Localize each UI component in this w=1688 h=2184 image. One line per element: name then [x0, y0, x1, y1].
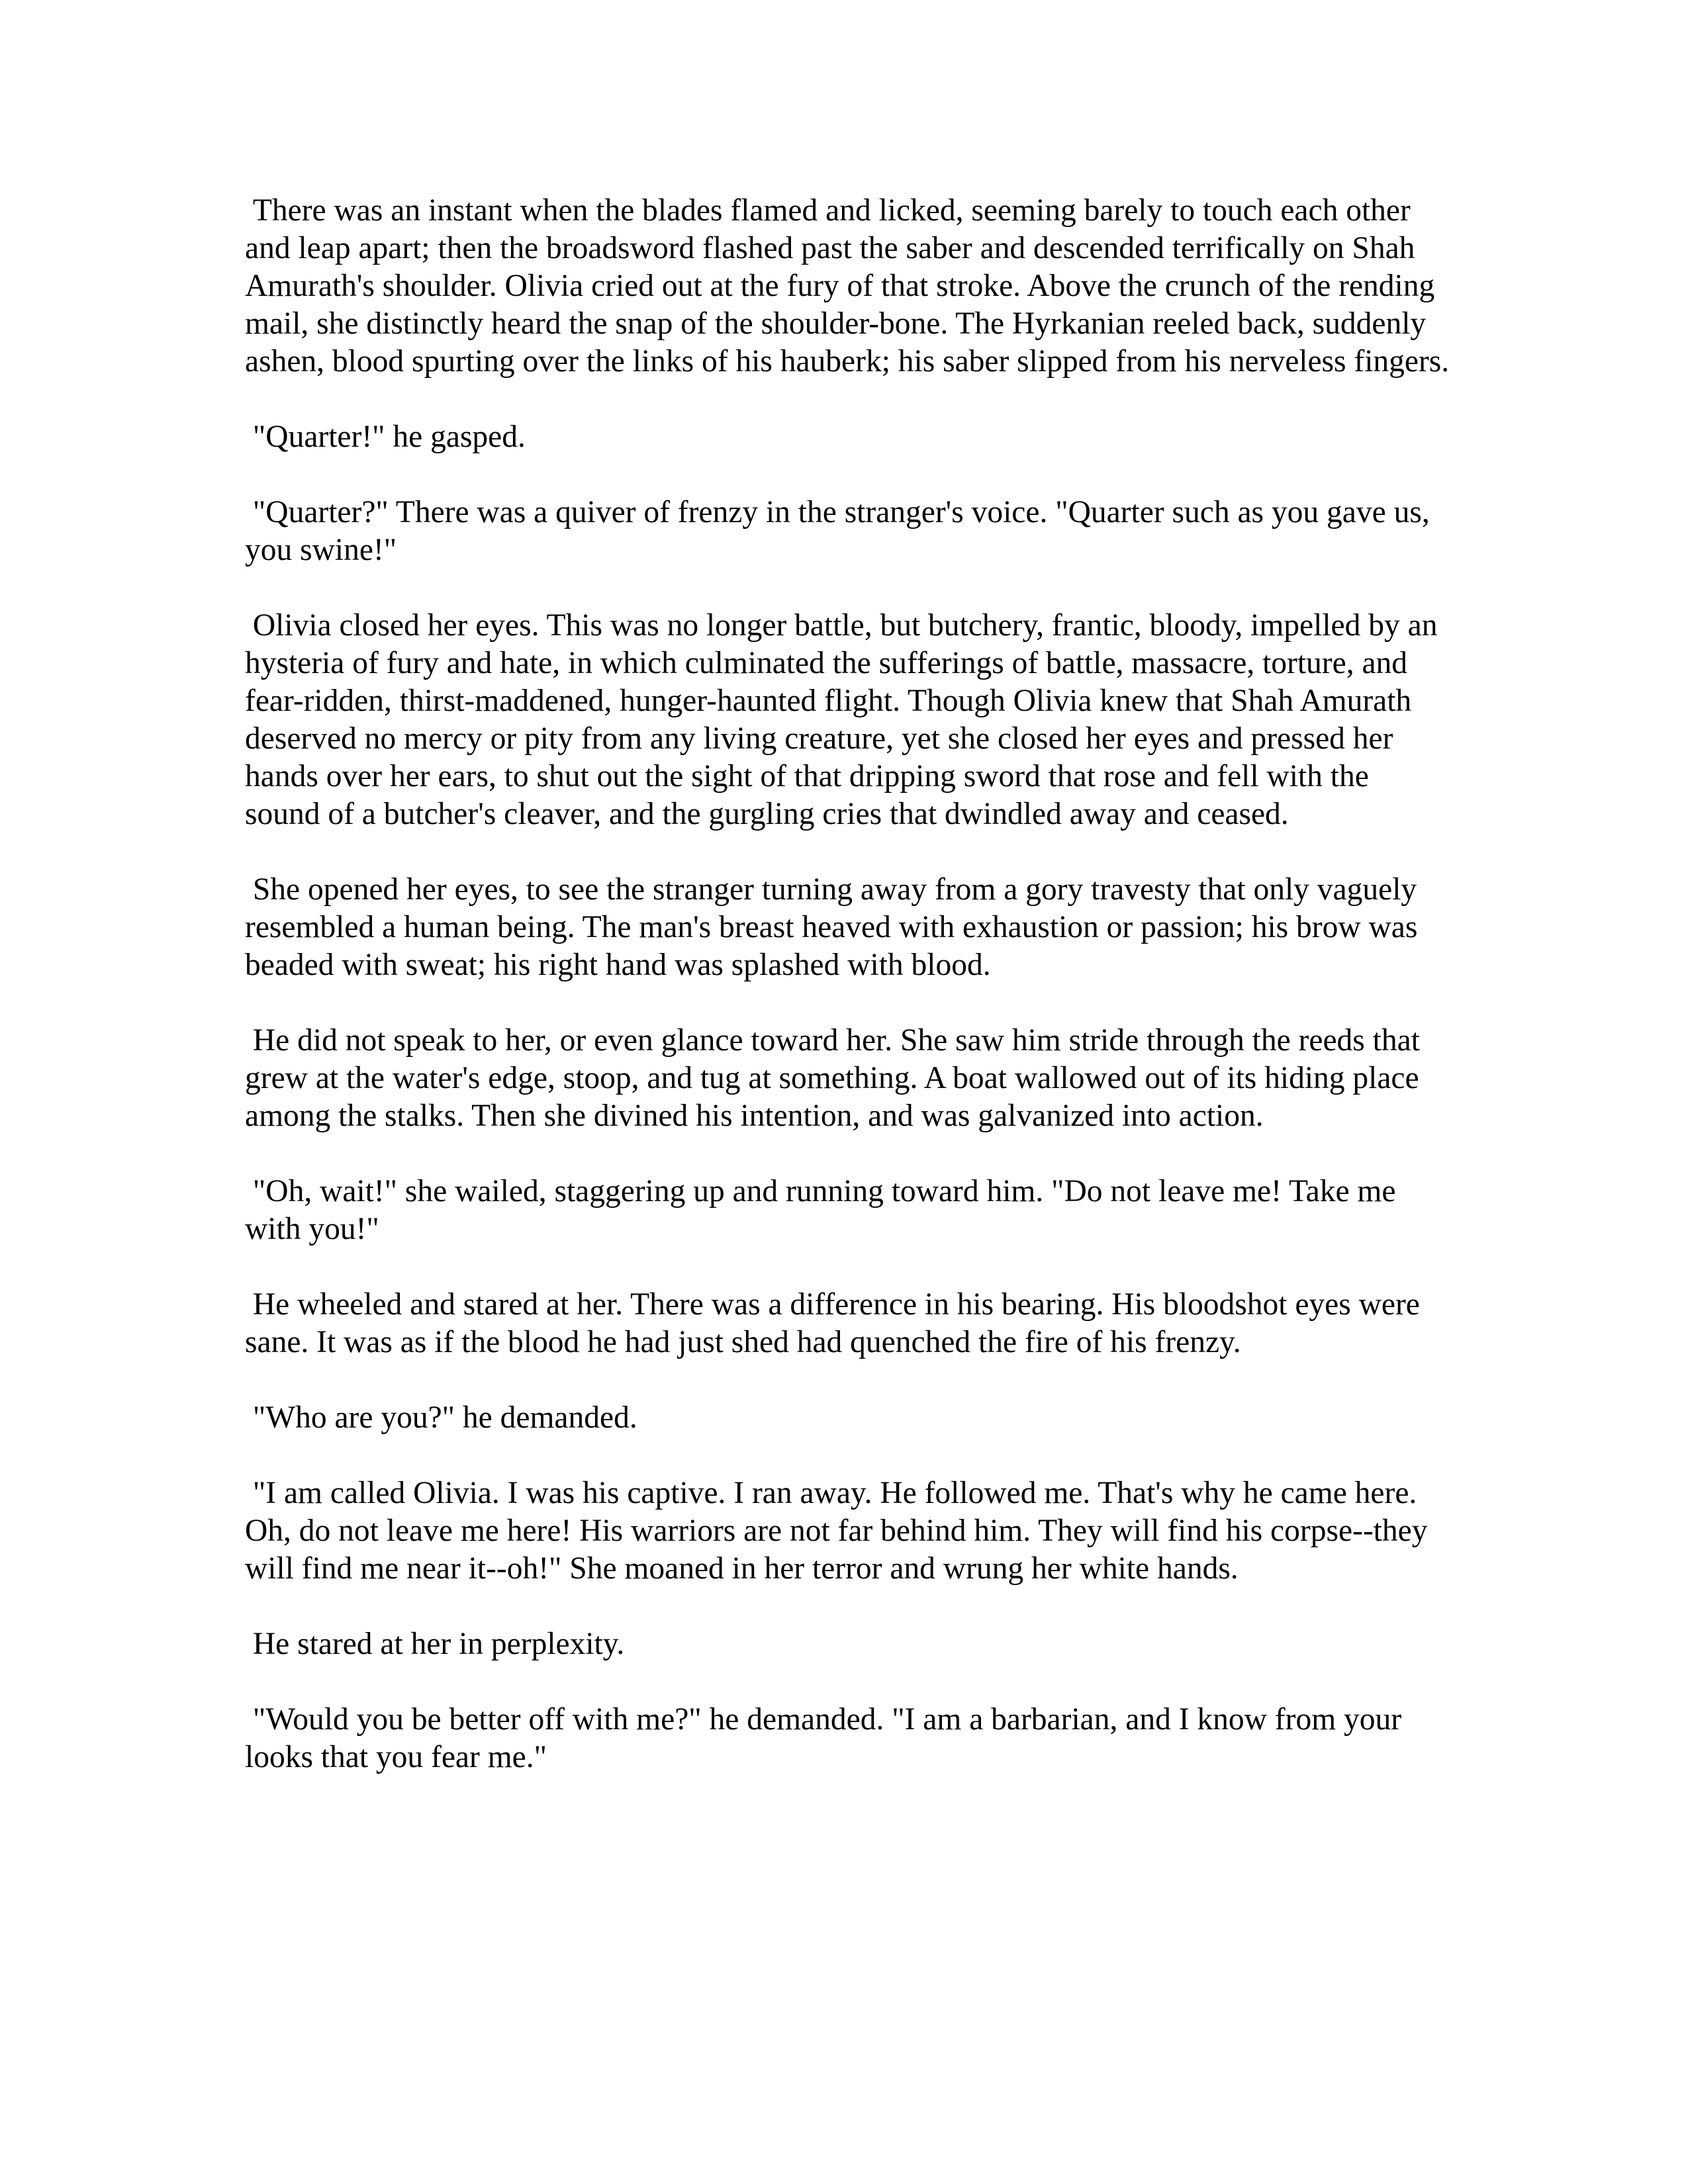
paragraph-5: She opened her eyes, to see the stranger turning away from a gory travesty that only vaguely resembled a human being. The man's breast heaved with exhaustion or passion; his brow was beaded with sweat; his right hand was splashed with blood. — [245, 872, 1426, 982]
paragraph-11: He stared at her in perplexity. — [245, 1627, 625, 1661]
paragraph-6: He did not speak to her, or even glance toward her. She saw him stride through the reeds that grew at the water's edge, stoop, and tug at something. A boat wallowed out of its hiding place among the stalks. Then she divined his intention, and was galvanized into action. — [245, 1023, 1428, 1133]
paragraph-3: "Quarter?" There was a quiver of frenzy in the stranger's voice. "Quarter such as you gave us, you swine!" — [245, 495, 1438, 567]
paragraph-10: "I am called Olivia. I was his captive. I ran away. He followed me. That's why he came here. Oh, do not leave me here! His warriors are not far behind him. They will find his corpse--they will find me near it--oh!" She moaned in her terror and wrung her white hands. — [245, 1476, 1436, 1586]
paragraph-2: "Quarter!" he gasped. — [245, 420, 526, 454]
paragraph-9: "Who are you?" he demanded. — [245, 1400, 637, 1435]
document-page — [245, 192, 1450, 1814]
paragraph-1: There was an instant when the blades flamed and licked, seeming barely to touch each other and leap apart; then the broadsword flashed past the saber and descended terrifically on Shah Amurath's shoulder. Olivia cried out at the fury of that stroke. Above the crunch of the rending mail, she distinctly heard the snap of the shoulder-bone. The Hyrkanian reeled back, suddenly ashen, blood spurting over the links of his hauberk; his saber slipped from his nerveless fingers. — [245, 193, 1450, 379]
paragraph-7: "Oh, wait!" she wailed, staggering up and running toward him. "Do not leave me! Take me with you!" — [245, 1174, 1404, 1246]
paragraph-12: "Would you be better off with me?" he demanded. "I am a barbarian, and I know from your looks that you fear me." — [245, 1702, 1409, 1774]
paragraph-8: He wheeled and stared at her. There was a difference in his bearing. His bloodshot eyes were sane. It was as if the blood he had just shed had quenched the fire of his frenzy. — [245, 1287, 1428, 1359]
paragraph-4: Olivia closed her eyes. This was no longer battle, but butchery, frantic, bloody, impelled by an hysteria of fury and hate, in which culminated the sufferings of battle, massacre, torture, and fear-ridden, thirst-maddened, hunger-haunted flight. Though Olivia knew that Shah Amurath deserved no mercy or pity from any living creature, yet she closed her eyes and pressed her hands over her ears, to shut out the sight of that dripping sword that rose and fell with the sound of a butcher's cleaver, and the gurgling cries that dwindled away and ceased. — [245, 608, 1446, 831]
